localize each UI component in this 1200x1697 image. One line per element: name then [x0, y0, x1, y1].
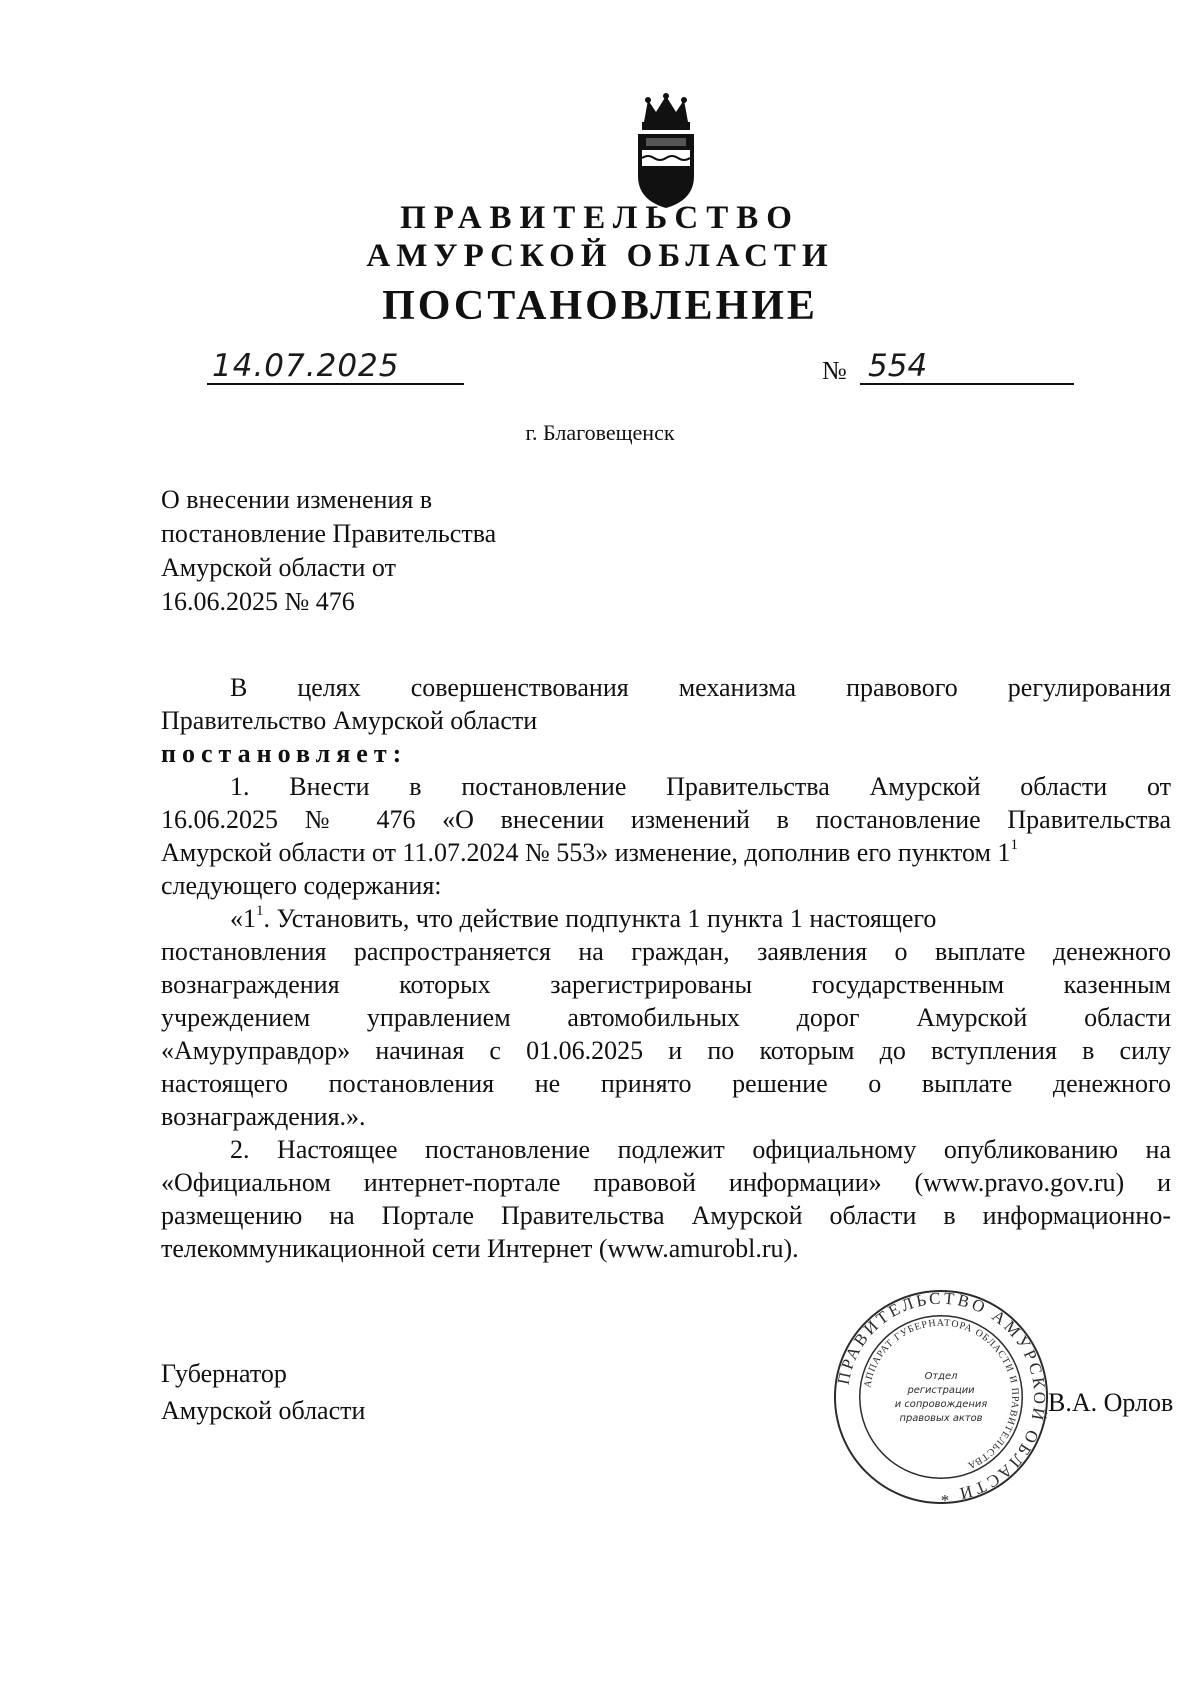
- signatory-position-line: Амурской области: [161, 1396, 366, 1425]
- svg-text:Отдел: Отдел: [924, 1371, 958, 1383]
- paragraph-1-line-text: Амурской области от 11.07.2024 № 553» изменение, дополнив его пунктом 1: [161, 838, 1011, 867]
- document-body: [161, 671, 1171, 1265]
- resolves-word: постановляет:: [161, 739, 408, 768]
- intro-line: Правительство Амурской области: [161, 706, 538, 735]
- quoted-paragraph-line: [161, 902, 1171, 935]
- government-name-line1: ПРАВИТЕЛЬСТВО: [400, 200, 800, 236]
- paragraph-1-line: 16.06.2025 № 476 «О внесении изменений в постановление Правительства: [161, 805, 1171, 834]
- subject-block: [161, 483, 496, 619]
- svg-text:регистрации: регистрации: [907, 1385, 975, 1397]
- paragraph-2-line: телекоммуникационной сети Интернет (www.amurobl.ru).: [161, 1234, 799, 1263]
- date-underline: [207, 383, 464, 385]
- intro-line: В целях совершенствования механизма правового регулирования: [230, 673, 1171, 702]
- paragraph-2-line: «Официальном интернет-портале правовой информации» (www.pravo.gov.ru) и: [161, 1168, 1171, 1197]
- government-name-line2: АМУРСКОЙ ОБЛАСТИ: [366, 238, 834, 274]
- number-sign: №: [822, 356, 847, 385]
- quoted-paragraph-line: постановления распространяется на граждан, заявления о выплате денежного: [161, 937, 1171, 966]
- signatory-position: [161, 1355, 365, 1429]
- quoted-point-number: «1: [230, 904, 256, 933]
- paragraph-1-line: [161, 836, 1171, 869]
- paragraph-1-line: 1. Внести в постановление Правительства Амурской области от: [230, 772, 1171, 801]
- superscript: 1: [256, 903, 264, 920]
- quoted-paragraph-line: вознаграждения.».: [161, 1102, 366, 1131]
- svg-text:ПРАВИТЕЛЬСТВО АМУРСКОЙ ОБЛАСТИ: ПРАВИТЕЛЬСТВО АМУРСКОЙ ОБЛАСТИ *: [833, 1288, 1050, 1506]
- signatory-name: В.А. Орлов: [1048, 1388, 1174, 1417]
- subject-line: Амурской области от: [161, 553, 396, 582]
- svg-text:правовых актов: правовых актов: [899, 1412, 983, 1424]
- city-line: г. Благовещенск: [525, 420, 675, 445]
- signatory-position-line: Губернатор: [161, 1359, 287, 1388]
- svg-text:и сопровождения: и сопровождения: [894, 1398, 988, 1410]
- handwritten-number: 554: [868, 348, 928, 384]
- paragraph-1-line: следующего содержания:: [161, 871, 442, 900]
- document-type-title: ПОСТАНОВЛЕНИЕ: [382, 283, 818, 329]
- subject-line: О внесении изменения в: [161, 485, 433, 514]
- paragraph-2-line: размещению на Портале Правительства Амурской области в информационно-: [161, 1201, 1171, 1230]
- official-seal-stamp: [832, 1288, 1050, 1506]
- quoted-paragraph-line: вознаграждения которых зарегистрированы государственным казенным: [161, 970, 1171, 999]
- quoted-paragraph-line: настоящего постановления не принято решение о выплате денежного: [161, 1069, 1171, 1098]
- subject-line: 16.06.2025 № 476: [161, 587, 355, 616]
- coat-of-arms-emblem: [626, 92, 706, 212]
- superscript: 1: [1010, 837, 1018, 854]
- subject-line: постановление Правительства: [161, 519, 497, 548]
- quoted-line-text: . Установить, что действие подпункта 1 пункта 1 настоящего: [263, 904, 937, 933]
- quoted-paragraph-line: «Амуруправдор» начиная с 01.06.2025 и по которым до вступления в силу: [161, 1036, 1171, 1065]
- handwritten-date: 14.07.2025: [212, 348, 400, 384]
- quoted-paragraph-line: учреждением управлением автомобильных дорог Амурской области: [161, 1003, 1171, 1032]
- svg-text:АППАРАТ ГУБЕРНАТОРА ОБЛАСТИ И: АППАРАТ ГУБЕРНАТОРА ОБЛАСТИ И ПРАВИТЕЛЬСТВА: [862, 1317, 1021, 1472]
- paragraph-2-line: 2. Настоящее постановление подлежит официальному опубликованию на: [230, 1135, 1171, 1164]
- number-underline: [860, 383, 1074, 385]
